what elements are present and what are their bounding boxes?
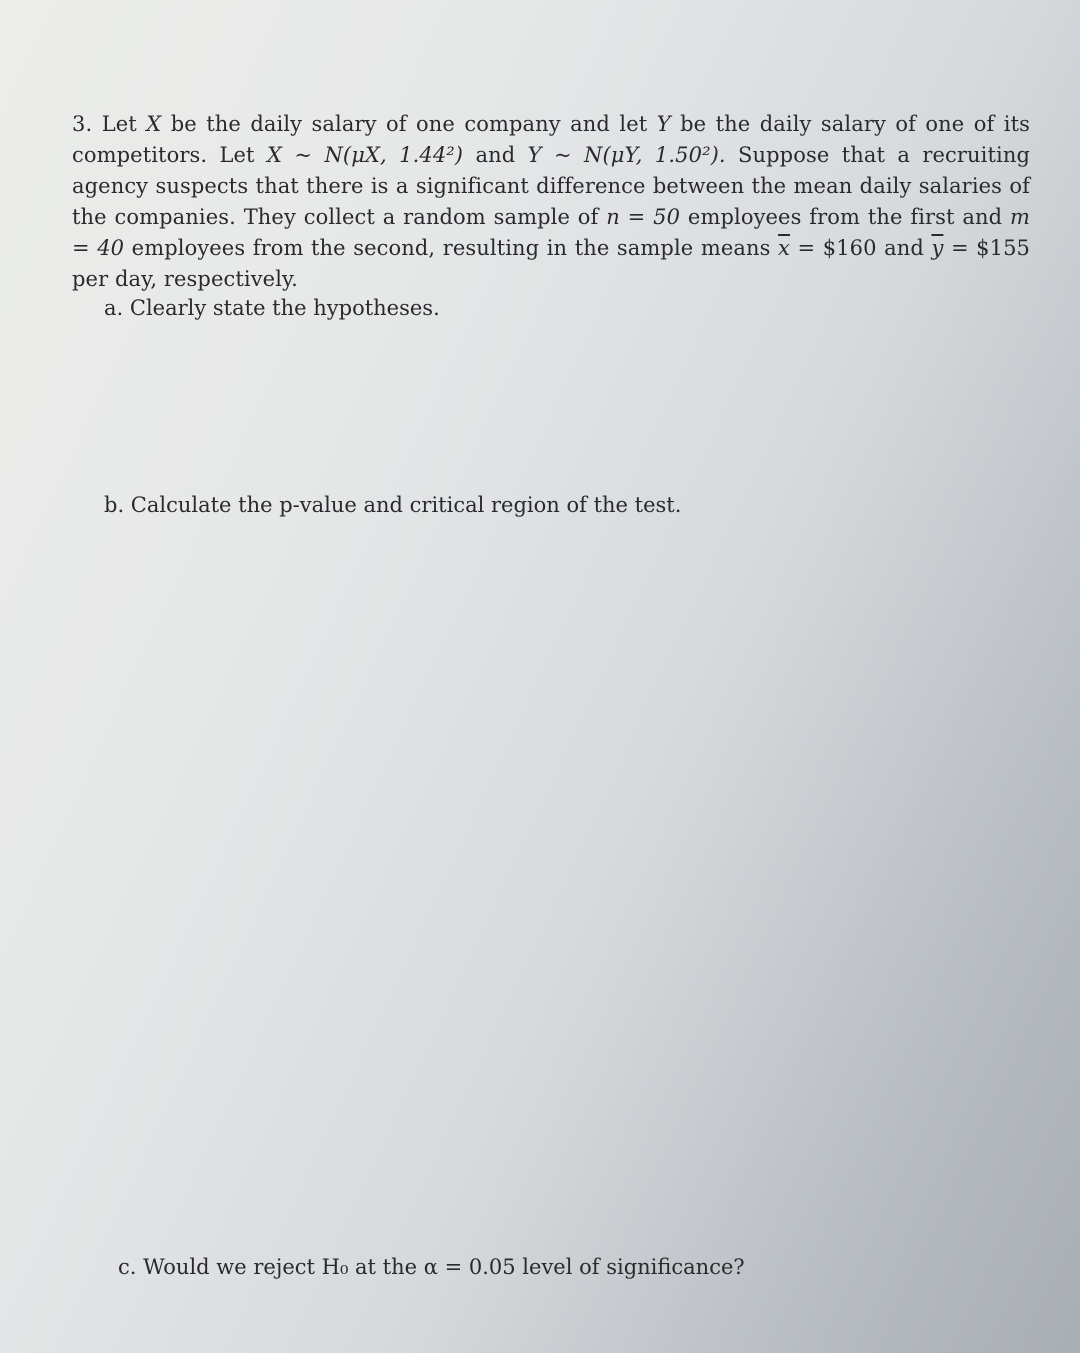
- text: Let: [101, 112, 137, 136]
- sample-size-n: n = 50: [606, 205, 681, 229]
- ybar-value: = $155: [950, 236, 1030, 260]
- ybar-symbol: $\overline{y}$: [931, 236, 944, 260]
- problem-statement: [72, 109, 1030, 295]
- var-y: Y: [527, 143, 542, 167]
- dist-y: N(μY, 1.50²).: [584, 143, 726, 167]
- part-c-question: c. Would we reject H₀ at the α = 0.05 level of significance?: [118, 1255, 745, 1279]
- text: be the daily salary of one of its competitors. Let: [72, 112, 1031, 167]
- var-x: X: [266, 143, 283, 167]
- sample-size-m: m = 40: [72, 205, 1030, 260]
- var-y: Y: [656, 112, 671, 136]
- xbar-symbol: $\overline{x}$: [778, 236, 790, 260]
- part-a-question: a. Clearly state the hypotheses.: [104, 296, 440, 320]
- var-x: X: [146, 112, 162, 136]
- text: per day, respectively.: [72, 267, 298, 291]
- text: employees from the first and: [687, 205, 1003, 229]
- text: and: [475, 143, 516, 167]
- text: and: [884, 236, 924, 260]
- problem-number: 3.: [72, 112, 93, 136]
- text: Suppose that a recruiting agency suspects that there is a significant difference between the mean daily salaries of the companies. They collect a random sample of: [72, 143, 1031, 229]
- sim-symbol: ~: [553, 143, 572, 167]
- xbar-value: = $160: [797, 236, 877, 260]
- part-b-question: b. Calculate the p-value and critical region of the test.: [104, 493, 682, 517]
- dist-x: N(μX, 1.44²): [324, 143, 464, 167]
- text: employees from the second, resulting in the sample means: [131, 236, 771, 260]
- sim-symbol: ~: [294, 143, 313, 167]
- text: be the daily salary of one company and let: [170, 112, 648, 136]
